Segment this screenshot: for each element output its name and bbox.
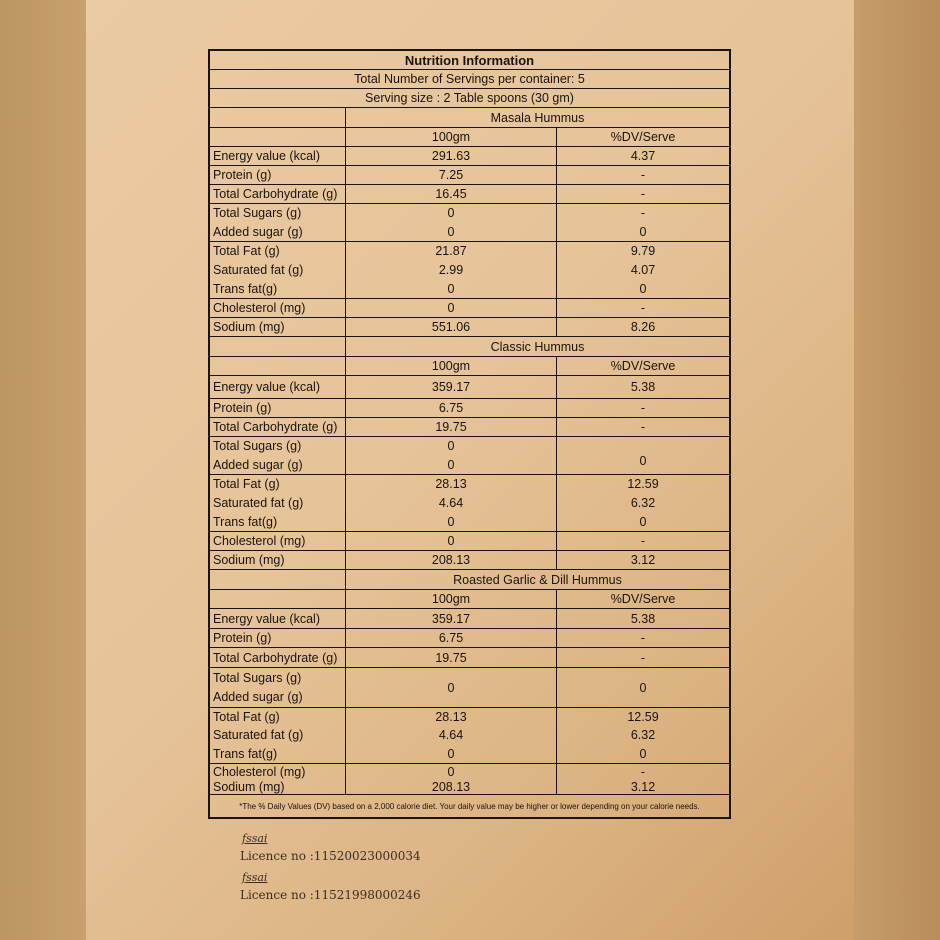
value-100g: 4.64 — [438, 495, 464, 510]
value-100g-cell — [346, 166, 557, 184]
value-dv: 0 — [639, 680, 647, 695]
nutrient-label: Sodium (mg) — [213, 553, 285, 567]
col-100g-header: 100gm — [346, 128, 557, 146]
column-header-row — [210, 128, 729, 147]
value-100g-cell — [346, 551, 557, 569]
value-dv-cell — [557, 185, 729, 203]
value-dv: 5.38 — [630, 611, 656, 626]
value-100g-cell — [346, 418, 557, 436]
value-dv: 4.07 — [630, 262, 656, 277]
nutrient-label: Protein (g) — [213, 631, 272, 645]
nutrient-label: Added sugar (g) — [213, 224, 303, 239]
nutrient-label: Total Sugars (g) — [213, 206, 302, 221]
value-100g-cell — [346, 318, 557, 336]
value-dv-cell — [557, 318, 729, 336]
value-100g: 16.45 — [435, 187, 467, 201]
serving-size: Serving size : 2 Table spoons (30 gm) — [210, 89, 729, 108]
nutrient-label: Saturated fat (g) — [213, 728, 304, 743]
empty-cell — [210, 590, 346, 608]
value-dv-cell — [557, 668, 729, 707]
background-right — [854, 0, 940, 940]
value-100g: 0 — [447, 206, 455, 221]
value-100g-cell — [346, 475, 557, 531]
value-dv: 0 — [639, 224, 647, 239]
value-dv-cell — [557, 147, 729, 165]
nutrient-label-cell — [210, 551, 346, 569]
value-100g-cell — [346, 437, 557, 474]
value-dv: 0 — [639, 746, 647, 761]
value-dv: 5.38 — [630, 380, 656, 394]
product-name: Masala Hummus — [490, 110, 585, 125]
nutrient-label: Total Carbohydrate (g) — [213, 650, 338, 665]
value-dv: 6.32 — [630, 495, 656, 510]
value-dv-cell — [557, 551, 729, 569]
value-100g: 0 — [447, 439, 455, 454]
value-100g: 28.13 — [435, 477, 467, 492]
nutrient-label-cell — [210, 147, 346, 165]
value-dv-cell — [557, 532, 729, 550]
value-dv-cell — [557, 376, 729, 398]
value-dv-cell — [557, 764, 729, 794]
value-100g: 0 — [447, 457, 455, 472]
nutrient-label-cell — [210, 299, 346, 317]
nutrient-label: Trans fat(g) — [213, 746, 278, 761]
value-dv-cell — [557, 418, 729, 436]
value-100g: 208.13 — [431, 779, 471, 794]
nutrient-label-cell — [210, 242, 346, 298]
value-100g: 2.99 — [438, 262, 464, 277]
value-dv-cell — [557, 299, 729, 317]
value-dv-cell — [557, 204, 729, 241]
nutrient-label-cell — [210, 318, 346, 336]
value-100g-cell — [346, 204, 557, 241]
value-100g-cell — [346, 242, 557, 298]
value-dv: 9.79 — [630, 244, 656, 259]
nutrient-label: Energy value (kcal) — [213, 149, 320, 163]
nutrient-label: Total Carbohydrate (g) — [213, 187, 338, 201]
value-dv: - — [640, 650, 646, 665]
table-row — [210, 376, 729, 399]
table-row — [210, 242, 729, 299]
col-100g-header: 100gm — [346, 590, 557, 608]
col-dv-header: %DV/Serve — [610, 359, 676, 373]
value-100g: 0 — [447, 764, 455, 779]
value-100g-cell — [346, 299, 557, 317]
table-row — [210, 475, 729, 532]
value-100g-cell — [346, 708, 557, 763]
value-dv: - — [640, 301, 646, 315]
nutrient-label: Total Sugars (g) — [213, 439, 302, 454]
value-100g: 21.87 — [435, 244, 467, 259]
value-dv-cell — [557, 437, 729, 474]
value-100g-cell — [346, 764, 557, 794]
value-100g: 0 — [447, 301, 455, 315]
col-dv-header: %DV/Serve — [610, 130, 676, 144]
value-100g: 359.17 — [431, 611, 471, 626]
nutrient-label: Energy value (kcal) — [213, 611, 320, 626]
nutrient-label-cell — [210, 629, 346, 647]
nutrient-label: Protein (g) — [213, 168, 272, 182]
value-dv-cell — [557, 399, 729, 417]
nutrient-label: Total Fat (g) — [213, 244, 280, 259]
value-dv: - — [640, 631, 646, 645]
table-row — [210, 764, 729, 795]
value-dv: - — [640, 206, 646, 221]
nutrient-label-cell — [210, 204, 346, 241]
table-row — [210, 418, 729, 437]
value-100g: 0 — [447, 534, 455, 548]
value-100g: 28.13 — [435, 710, 467, 725]
value-dv: - — [640, 420, 646, 434]
value-100g-cell — [346, 629, 557, 647]
value-100g-cell — [346, 185, 557, 203]
empty-cell — [210, 357, 346, 375]
nutrient-label: Total Sugars (g) — [213, 670, 302, 685]
nutrient-label-cell — [210, 437, 346, 474]
value-100g: 551.06 — [431, 320, 471, 334]
table-row — [210, 204, 729, 242]
nutrient-label: Total Fat (g) — [213, 477, 280, 492]
nutrient-label: Sodium (mg) — [213, 779, 285, 794]
value-dv: 3.12 — [630, 553, 656, 567]
value-dv: - — [640, 534, 646, 548]
product-name: Roasted Garlic & Dill Hummus — [453, 572, 622, 587]
table-row — [210, 609, 729, 629]
servings-per-container: Total Number of Servings per container: 5 — [210, 70, 729, 89]
table-title: Nutrition Information — [210, 51, 729, 70]
nutrient-label: Cholesterol (mg) — [213, 764, 306, 779]
value-100g: 0 — [447, 281, 455, 296]
value-dv: 4.37 — [630, 149, 656, 163]
value-dv: 0 — [639, 514, 647, 529]
nutrient-label-cell — [210, 532, 346, 550]
value-100g: 208.13 — [431, 553, 471, 567]
value-dv-cell — [557, 242, 729, 298]
value-100g: 0 — [447, 514, 455, 529]
nutrient-label-cell — [210, 166, 346, 184]
nutrient-label: Cholesterol (mg) — [213, 534, 306, 548]
nutrient-label: Total Carbohydrate (g) — [213, 420, 338, 434]
table-row — [210, 399, 729, 418]
table-row — [210, 668, 729, 708]
value-100g-cell — [346, 609, 557, 628]
value-100g: 0 — [447, 746, 455, 761]
column-header-row — [210, 357, 729, 376]
licence-number-2: Licence no :11521998000246 — [240, 888, 421, 902]
nutrient-label: Trans fat(g) — [213, 514, 278, 529]
table-row — [210, 648, 729, 668]
value-dv: - — [640, 764, 646, 779]
table-row — [210, 299, 729, 318]
empty-cell — [210, 108, 346, 127]
value-dv: 8.26 — [630, 320, 656, 334]
value-100g-cell — [346, 668, 557, 707]
value-100g-cell — [346, 376, 557, 398]
footnote: *The % Daily Values (DV) based on a 2,000 calorie diet. Your daily value may be higher or lower depending on your calorie needs. — [239, 801, 700, 811]
value-100g-cell — [346, 648, 557, 667]
value-dv: - — [640, 168, 646, 182]
value-100g-cell — [346, 147, 557, 165]
nutrient-label-cell — [210, 764, 346, 794]
value-dv: - — [640, 401, 646, 415]
value-dv-cell — [557, 475, 729, 531]
nutrition-table — [208, 49, 731, 819]
product-name-row — [210, 108, 729, 128]
table-row — [210, 532, 729, 551]
nutrient-label-cell — [210, 648, 346, 667]
table-row — [210, 166, 729, 185]
product-name: Classic Hummus — [490, 339, 585, 354]
product-name-row — [210, 337, 729, 357]
value-100g: 359.17 — [431, 380, 471, 394]
nutrient-label-cell — [210, 708, 346, 763]
value-100g: 6.75 — [438, 631, 464, 645]
value-100g: 6.75 — [438, 401, 464, 415]
table-row — [210, 147, 729, 166]
nutrient-label-cell — [210, 185, 346, 203]
value-100g: 4.64 — [438, 728, 464, 743]
product-name-row — [210, 570, 729, 590]
background-left — [0, 0, 86, 940]
nutrient-label: Saturated fat (g) — [213, 262, 304, 277]
nutrient-label-cell — [210, 376, 346, 398]
nutrient-label: Total Fat (g) — [213, 710, 280, 725]
table-row — [210, 551, 729, 570]
value-dv: 0 — [639, 281, 647, 296]
nutrient-label: Cholesterol (mg) — [213, 301, 306, 315]
nutrient-label-cell — [210, 668, 346, 707]
value-dv: 12.59 — [627, 710, 659, 725]
value-100g: 291.63 — [431, 149, 471, 163]
product-sections — [210, 108, 729, 795]
column-header-row — [210, 590, 729, 609]
col-dv-header: %DV/Serve — [610, 592, 676, 606]
value-dv: 6.32 — [630, 728, 656, 743]
nutrient-label-cell — [210, 418, 346, 436]
value-dv-cell — [557, 166, 729, 184]
empty-cell — [210, 570, 346, 589]
value-dv-cell — [557, 629, 729, 647]
nutrient-label: Saturated fat (g) — [213, 495, 304, 510]
nutrient-label: Sodium (mg) — [213, 320, 285, 334]
table-row — [210, 185, 729, 204]
empty-cell — [210, 337, 346, 356]
table-row — [210, 708, 729, 764]
empty-cell — [210, 128, 346, 146]
nutrient-label-cell — [210, 475, 346, 531]
fssai-logo: fssai — [242, 832, 268, 845]
fssai-logo: fssai — [242, 871, 268, 884]
value-dv: 0 — [639, 454, 647, 469]
value-100g: 0 — [447, 680, 455, 695]
value-dv-cell — [557, 609, 729, 628]
table-row — [210, 437, 729, 475]
nutrient-label-cell — [210, 399, 346, 417]
nutrient-label: Added sugar (g) — [213, 457, 303, 472]
value-100g: 7.25 — [438, 168, 464, 182]
nutrient-label: Energy value (kcal) — [213, 380, 320, 394]
value-dv: 3.12 — [630, 779, 656, 794]
table-row — [210, 629, 729, 648]
value-dv-cell — [557, 648, 729, 667]
value-100g: 0 — [447, 224, 455, 239]
value-dv-cell — [557, 708, 729, 763]
nutrient-label-cell — [210, 609, 346, 628]
nutrient-label: Protein (g) — [213, 401, 272, 415]
nutrient-label: Added sugar (g) — [213, 690, 303, 705]
value-dv: - — [640, 187, 646, 201]
table-row — [210, 318, 729, 337]
value-100g: 19.75 — [435, 420, 467, 434]
value-100g-cell — [346, 399, 557, 417]
value-100g: 19.75 — [435, 650, 467, 665]
licence-number-1: Licence no :11520023000034 — [240, 849, 421, 863]
nutrient-label: Trans fat(g) — [213, 281, 278, 296]
col-100g-header: 100gm — [346, 357, 557, 375]
value-dv: 12.59 — [627, 477, 659, 492]
value-100g-cell — [346, 532, 557, 550]
